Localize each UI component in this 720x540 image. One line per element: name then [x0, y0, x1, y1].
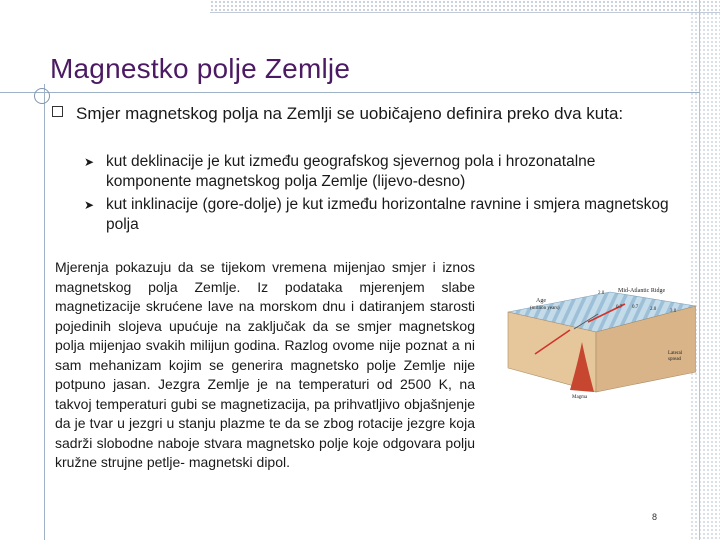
sub-bullet-text: kut deklinacije je kut između geografskog sjevernog pola i hrozonatalne komponente magnetskog polja Zemlje (lijevo-desno)	[106, 153, 596, 190]
age-tick-4: 3.0	[670, 309, 677, 314]
age-units-label: (million years)	[530, 306, 560, 311]
lateral-spread-label-2: spread	[668, 357, 682, 362]
age-tick-2: 0.7	[632, 305, 639, 310]
lateral-spread-label: Lateral	[668, 351, 683, 356]
arrow-bullet-icon: ➤	[84, 155, 95, 169]
sub-bullet-declination	[84, 152, 684, 192]
left-rule	[44, 84, 45, 540]
top-dot-pattern	[210, 0, 720, 12]
sub-bullet-inclination	[84, 195, 684, 235]
right-divider	[699, 0, 700, 540]
age-label: Age	[536, 298, 546, 304]
main-bullet-text: Smjer magnetskog polja na Zemlji se uobičajeno definira preko dva kuta:	[76, 104, 624, 123]
slide-title: Magnestko polje Zemlje	[50, 53, 351, 84]
main-bullet	[52, 103, 692, 125]
magma-label: Magma	[572, 395, 588, 400]
sub-bullet-text: kut inklinacije (gore-dolje) je kut između horizontalne ravnine i smjera magnetskog polja	[106, 196, 669, 233]
age-tick-0: 2.0	[598, 291, 605, 296]
right-dot-pattern	[690, 0, 720, 540]
arrow-bullet-icon: ➤	[84, 198, 95, 212]
top-divider	[210, 12, 720, 13]
ridge-label: Mid-Atlantic Ridge	[618, 288, 666, 294]
age-tick-3: 2.0	[650, 307, 657, 312]
title-rule	[0, 92, 700, 93]
seafloor-spreading-diagram	[500, 282, 696, 412]
rule-corner-circle	[34, 88, 50, 104]
page-number: 8	[652, 512, 658, 522]
age-tick-1: 0.7	[616, 305, 623, 310]
body-paragraph: Mjerenja pokazuju da se tijekom vremena mijenjao smjer i iznos magnetskog polja Zemlje. Iz podataka mjerenjem slabe magnetizacije skrućene lave na morskom dnu i datiranjem starosti pojedinih slojeva upućuje na zaključak da se smjer magnetskog polja mijenjao svakih milijun godina. Razlog ovome nije poznat a ni sam mehanizam kojim se generira magnetsko polje Zemlje nije potpuno jasan. Jezgra Zemlje je na temperaturi od 2500 K, na takvoj temperaturi gubi se magnetizacija, pa prihvatljivo objašnjenje da je tvar u jezgri u stanju plazme te da se zbog rotacije jezgre koja sadrži slobodne naboje stvara magnetsko polje koje odgovara polju kružne strujne petlje- magnetski dipol.	[55, 259, 475, 470]
square-bullet-icon	[52, 106, 63, 117]
